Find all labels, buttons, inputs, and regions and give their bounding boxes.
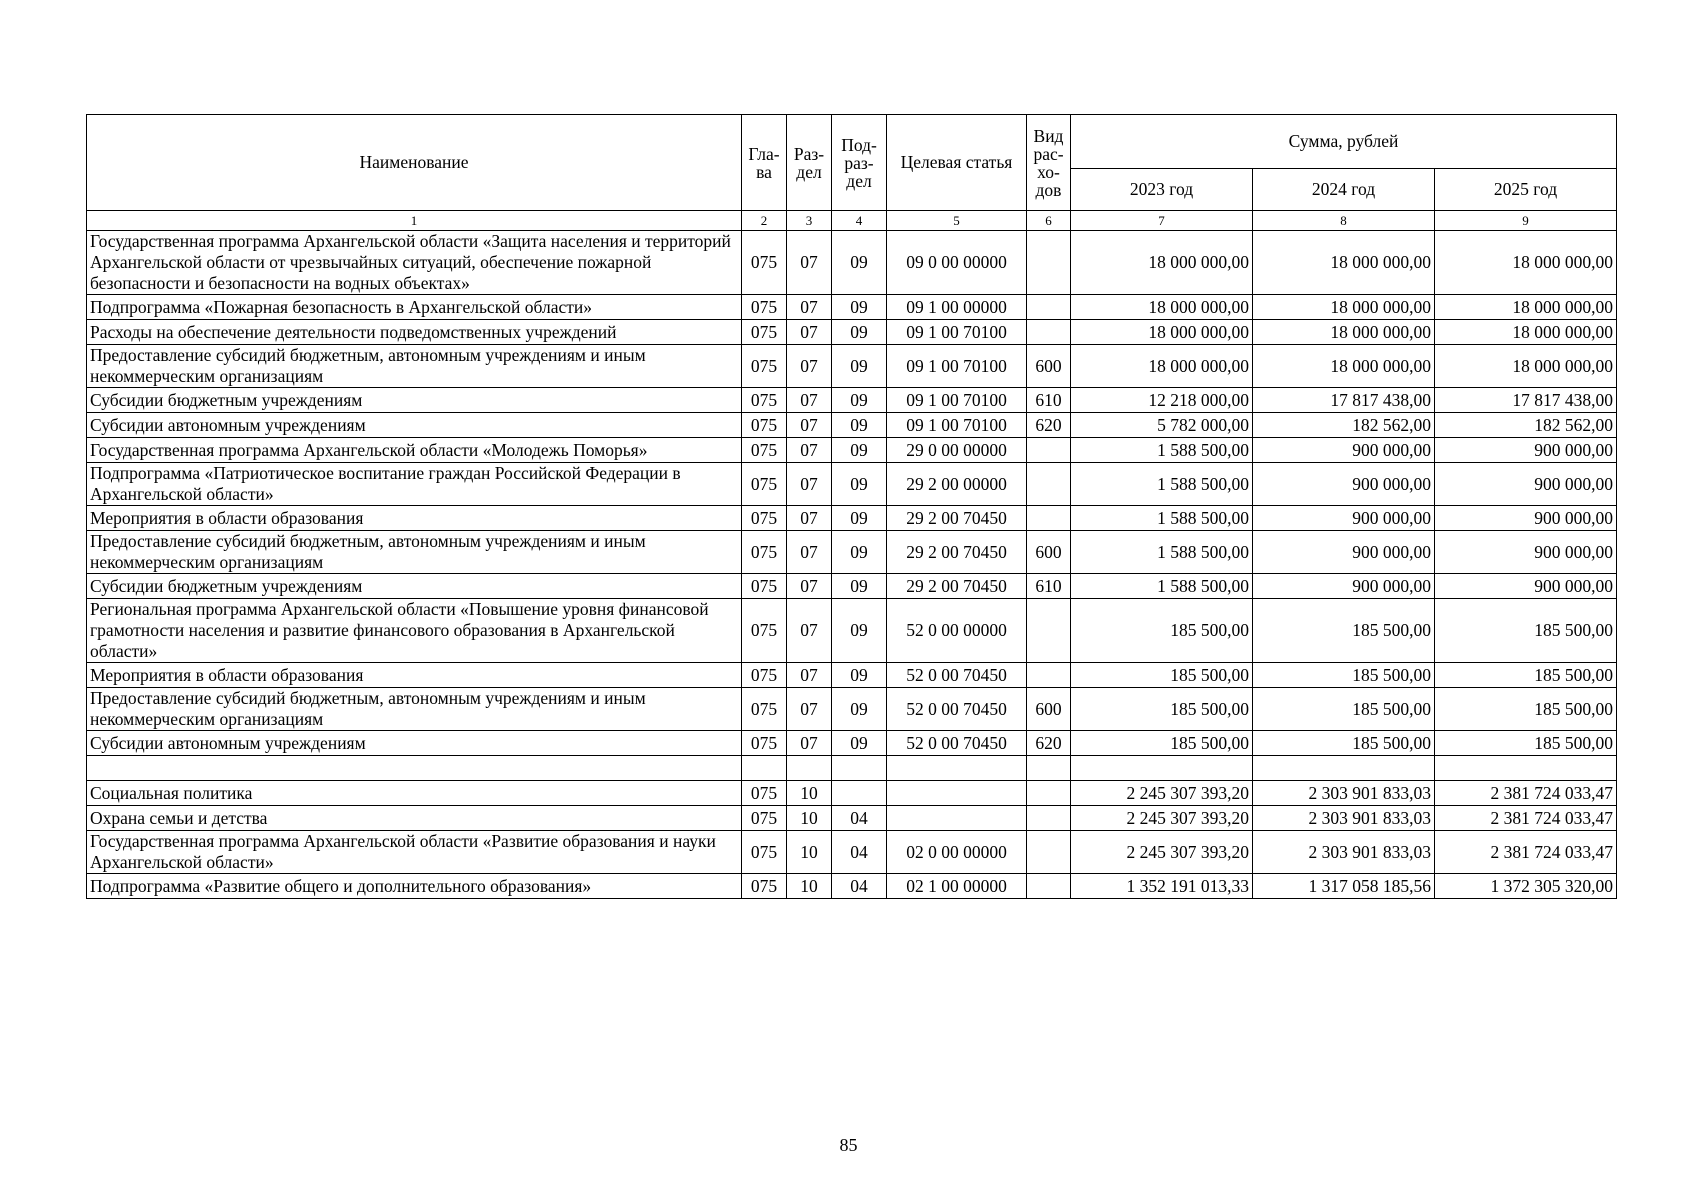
column-number: 2: [742, 211, 787, 231]
row-name: Предоставление субсидий бюджетным, автономным учреждениям и иным некоммерческим организациям: [87, 531, 742, 574]
row-podrazdel: 04: [832, 806, 887, 831]
row-target-article: 29 2 00 70450: [887, 531, 1027, 574]
row-expense-type: [1027, 806, 1071, 831]
row-sum-2025: 900 000,00: [1435, 463, 1617, 506]
row-razdel: 07: [787, 320, 832, 345]
row-sum-2024: 2 303 901 833,03: [1253, 806, 1435, 831]
row-razdel: 07: [787, 388, 832, 413]
row-sum-2025: 18 000 000,00: [1435, 231, 1617, 295]
row-sum-2023: 5 782 000,00: [1071, 413, 1253, 438]
row-sum-2025: 900 000,00: [1435, 531, 1617, 574]
row-expense-type: [1027, 756, 1071, 781]
header-name: Наименование: [87, 115, 742, 211]
row-glava: 075: [742, 231, 787, 295]
row-expense-type: [1027, 663, 1071, 688]
row-podrazdel: 09: [832, 438, 887, 463]
row-razdel: 10: [787, 806, 832, 831]
row-target-article: 02 1 00 00000: [887, 874, 1027, 899]
row-sum-2025: 18 000 000,00: [1435, 320, 1617, 345]
row-name: Субсидии автономным учреждениям: [87, 731, 742, 756]
row-glava: 075: [742, 295, 787, 320]
row-sum-2023: 12 218 000,00: [1071, 388, 1253, 413]
row-glava: 075: [742, 463, 787, 506]
row-glava: 075: [742, 531, 787, 574]
table-row: [87, 731, 1617, 756]
row-podrazdel: 09: [832, 688, 887, 731]
column-number: 6: [1027, 211, 1071, 231]
row-expense-type: 600: [1027, 345, 1071, 388]
row-sum-2024: 900 000,00: [1253, 463, 1435, 506]
row-target-article: 29 2 00 70450: [887, 574, 1027, 599]
row-target-article: [887, 756, 1027, 781]
row-sum-2023: 2 245 307 393,20: [1071, 781, 1253, 806]
row-sum-2023: 1 588 500,00: [1071, 438, 1253, 463]
row-sum-2025: 2 381 724 033,47: [1435, 781, 1617, 806]
table-row: [87, 295, 1617, 320]
row-glava: 075: [742, 438, 787, 463]
row-podrazdel: 09: [832, 663, 887, 688]
header-podrazdel: [832, 115, 887, 211]
row-sum-2024: [1253, 756, 1435, 781]
row-razdel: 10: [787, 874, 832, 899]
row-target-article: 52 0 00 70450: [887, 731, 1027, 756]
row-razdel: 07: [787, 574, 832, 599]
row-podrazdel: 09: [832, 345, 887, 388]
row-razdel: 10: [787, 831, 832, 874]
row-razdel: [787, 756, 832, 781]
row-glava: 075: [742, 831, 787, 874]
row-glava: 075: [742, 781, 787, 806]
table-row: [87, 806, 1617, 831]
row-sum-2023: 1 588 500,00: [1071, 506, 1253, 531]
table-row: [87, 463, 1617, 506]
column-number: 1: [87, 211, 742, 231]
row-glava: 075: [742, 599, 787, 663]
table-row: [87, 531, 1617, 574]
row-target-article: 52 0 00 70450: [887, 663, 1027, 688]
row-podrazdel: 09: [832, 295, 887, 320]
row-target-article: [887, 781, 1027, 806]
table-row: [87, 663, 1617, 688]
table-row: [87, 231, 1617, 295]
row-sum-2024: 900 000,00: [1253, 574, 1435, 599]
row-name: Субсидии бюджетным учреждениям: [87, 574, 742, 599]
row-razdel: 07: [787, 295, 832, 320]
row-glava: 075: [742, 574, 787, 599]
row-sum-2023: 1 588 500,00: [1071, 463, 1253, 506]
row-target-article: 09 0 00 00000: [887, 231, 1027, 295]
row-sum-2024: 17 817 438,00: [1253, 388, 1435, 413]
header-podrazdel-label: Под-раз-дел: [841, 134, 877, 191]
row-name: Социальная политика: [87, 781, 742, 806]
row-sum-2023: 2 245 307 393,20: [1071, 831, 1253, 874]
header-razdel: [787, 115, 832, 211]
row-sum-2025: 182 562,00: [1435, 413, 1617, 438]
row-sum-2025: 185 500,00: [1435, 663, 1617, 688]
row-target-article: 09 1 00 70100: [887, 320, 1027, 345]
row-razdel: 07: [787, 438, 832, 463]
row-sum-2025: 900 000,00: [1435, 438, 1617, 463]
row-target-article: 29 2 00 00000: [887, 463, 1027, 506]
row-podrazdel: 04: [832, 831, 887, 874]
row-expense-type: [1027, 438, 1071, 463]
row-name: Охрана семьи и детства: [87, 806, 742, 831]
row-target-article: 29 2 00 70450: [887, 506, 1027, 531]
row-sum-2023: 185 500,00: [1071, 731, 1253, 756]
row-expense-type: [1027, 781, 1071, 806]
column-number: 3: [787, 211, 832, 231]
row-name: Мероприятия в области образования: [87, 506, 742, 531]
row-expense-type: 620: [1027, 731, 1071, 756]
table-row: [87, 756, 1617, 781]
column-number: 9: [1435, 211, 1617, 231]
column-number-row: [87, 211, 1617, 231]
row-sum-2024: 900 000,00: [1253, 506, 1435, 531]
row-razdel: 07: [787, 413, 832, 438]
row-name: Государственная программа Архангельской области «Защита населения и территорий Архангельской области от чрезвычайных ситуаций, обеспечение пожарной безопасности и безопасности на водных объектах»: [87, 231, 742, 295]
row-target-article: 02 0 00 00000: [887, 831, 1027, 874]
row-target-article: 09 1 00 00000: [887, 295, 1027, 320]
row-sum-2024: 18 000 000,00: [1253, 320, 1435, 345]
row-razdel: 07: [787, 531, 832, 574]
row-sum-2023: 185 500,00: [1071, 663, 1253, 688]
row-target-article: [887, 806, 1027, 831]
row-sum-2024: 2 303 901 833,03: [1253, 781, 1435, 806]
row-razdel: 07: [787, 731, 832, 756]
column-number: 7: [1071, 211, 1253, 231]
row-podrazdel: 09: [832, 388, 887, 413]
row-sum-2023: 18 000 000,00: [1071, 295, 1253, 320]
row-sum-2024: 900 000,00: [1253, 531, 1435, 574]
row-name: [87, 756, 742, 781]
row-sum-2025: 2 381 724 033,47: [1435, 806, 1617, 831]
row-name: Подпрограмма «Пожарная безопасность в Архангельской области»: [87, 295, 742, 320]
header-glava-label: Гла-ва: [748, 143, 780, 182]
row-name: Субсидии бюджетным учреждениям: [87, 388, 742, 413]
table-row: [87, 413, 1617, 438]
row-sum-2023: 1 588 500,00: [1071, 574, 1253, 599]
row-sum-2024: 1 317 058 185,56: [1253, 874, 1435, 899]
row-glava: 075: [742, 806, 787, 831]
row-target-article: 29 0 00 00000: [887, 438, 1027, 463]
row-expense-type: [1027, 295, 1071, 320]
table-row: [87, 574, 1617, 599]
row-name: Государственная программа Архангельской области «Молодежь Поморья»: [87, 438, 742, 463]
row-sum-2025: 2 381 724 033,47: [1435, 831, 1617, 874]
row-podrazdel: 09: [832, 506, 887, 531]
row-glava: 075: [742, 506, 787, 531]
row-expense-type: 610: [1027, 574, 1071, 599]
row-podrazdel: [832, 781, 887, 806]
row-name: Предоставление субсидий бюджетным, автономным учреждениям и иным некоммерческим организациям: [87, 345, 742, 388]
row-name: Подпрограмма «Патриотическое воспитание граждан Российской Федерации в Архангельской области»: [87, 463, 742, 506]
row-podrazdel: 09: [832, 531, 887, 574]
row-name: Предоставление субсидий бюджетным, автономным учреждениям и иным некоммерческим организациям: [87, 688, 742, 731]
row-sum-2025: [1435, 756, 1617, 781]
row-sum-2024: 18 000 000,00: [1253, 231, 1435, 295]
header-target: Целевая статья: [887, 115, 1027, 211]
table-row: [87, 345, 1617, 388]
row-podrazdel: 09: [832, 413, 887, 438]
row-razdel: 07: [787, 345, 832, 388]
row-expense-type: 620: [1027, 413, 1071, 438]
table-header: [87, 115, 1617, 231]
header-year-2023: 2023 год: [1071, 169, 1253, 211]
table-row: [87, 874, 1617, 899]
row-glava: 075: [742, 345, 787, 388]
row-name: Региональная программа Архангельской области «Повышение уровня финансовой грамотности населения и развитие финансового образования в Архангельской области»: [87, 599, 742, 663]
row-target-article: 52 0 00 00000: [887, 599, 1027, 663]
table-row: [87, 599, 1617, 663]
row-podrazdel: 09: [832, 463, 887, 506]
row-expense-type: [1027, 831, 1071, 874]
row-sum-2023: 2 245 307 393,20: [1071, 806, 1253, 831]
row-sum-2023: 185 500,00: [1071, 599, 1253, 663]
row-razdel: 07: [787, 663, 832, 688]
row-podrazdel: 04: [832, 874, 887, 899]
row-sum-2025: 900 000,00: [1435, 506, 1617, 531]
column-number: 4: [832, 211, 887, 231]
row-sum-2024: 900 000,00: [1253, 438, 1435, 463]
header-vid-label: Вид рас-хо-дов: [1033, 125, 1064, 200]
row-podrazdel: 09: [832, 320, 887, 345]
table-row: [87, 438, 1617, 463]
header-glava: [742, 115, 787, 211]
row-sum-2025: 185 500,00: [1435, 688, 1617, 731]
budget-table: [86, 114, 1617, 899]
row-razdel: 07: [787, 463, 832, 506]
row-sum-2023: 18 000 000,00: [1071, 231, 1253, 295]
row-sum-2024: 185 500,00: [1253, 731, 1435, 756]
row-name: Государственная программа Архангельской области «Развитие образования и науки Архангельской области»: [87, 831, 742, 874]
table-row: [87, 320, 1617, 345]
row-sum-2023: 1 352 191 013,33: [1071, 874, 1253, 899]
row-razdel: 07: [787, 506, 832, 531]
row-razdel: 07: [787, 688, 832, 731]
row-glava: 075: [742, 731, 787, 756]
row-sum-2024: 185 500,00: [1253, 663, 1435, 688]
row-sum-2024: 18 000 000,00: [1253, 345, 1435, 388]
row-target-article: 09 1 00 70100: [887, 345, 1027, 388]
row-sum-2024: 18 000 000,00: [1253, 295, 1435, 320]
row-sum-2024: 185 500,00: [1253, 688, 1435, 731]
row-glava: 075: [742, 413, 787, 438]
header-vid: [1027, 115, 1071, 211]
column-number: 8: [1253, 211, 1435, 231]
row-expense-type: 600: [1027, 531, 1071, 574]
row-sum-2024: 2 303 901 833,03: [1253, 831, 1435, 874]
row-sum-2025: 900 000,00: [1435, 574, 1617, 599]
table-body: [87, 231, 1617, 899]
row-target-article: 09 1 00 70100: [887, 388, 1027, 413]
row-expense-type: [1027, 506, 1071, 531]
row-glava: 075: [742, 388, 787, 413]
row-sum-2025: 1 372 305 320,00: [1435, 874, 1617, 899]
row-glava: 075: [742, 663, 787, 688]
row-podrazdel: 09: [832, 731, 887, 756]
row-podrazdel: 09: [832, 599, 887, 663]
row-sum-2025: 18 000 000,00: [1435, 345, 1617, 388]
header-razdel-label: Раз-дел: [793, 143, 825, 182]
header-year-2025: 2025 год: [1435, 169, 1617, 211]
row-sum-2024: 182 562,00: [1253, 413, 1435, 438]
row-target-article: 09 1 00 70100: [887, 413, 1027, 438]
page-number: 85: [839, 1135, 858, 1155]
row-name: Расходы на обеспечение деятельности подведомственных учреждений: [87, 320, 742, 345]
row-sum-2023: 18 000 000,00: [1071, 320, 1253, 345]
row-expense-type: [1027, 599, 1071, 663]
row-sum-2023: [1071, 756, 1253, 781]
row-name: Субсидии автономным учреждениям: [87, 413, 742, 438]
row-name: Подпрограмма «Развитие общего и дополнительного образования»: [87, 874, 742, 899]
row-expense-type: [1027, 320, 1071, 345]
row-razdel: 10: [787, 781, 832, 806]
table-row: [87, 781, 1617, 806]
row-glava: 075: [742, 874, 787, 899]
row-razdel: 07: [787, 599, 832, 663]
header-sum-group: Сумма, рублей: [1071, 115, 1617, 169]
row-name: Мероприятия в области образования: [87, 663, 742, 688]
row-sum-2025: 185 500,00: [1435, 599, 1617, 663]
table-row: [87, 388, 1617, 413]
row-podrazdel: 09: [832, 231, 887, 295]
row-expense-type: [1027, 231, 1071, 295]
row-sum-2023: 185 500,00: [1071, 688, 1253, 731]
row-expense-type: [1027, 463, 1071, 506]
row-podrazdel: 09: [832, 574, 887, 599]
row-podrazdel: [832, 756, 887, 781]
row-expense-type: 600: [1027, 688, 1071, 731]
row-target-article: 52 0 00 70450: [887, 688, 1027, 731]
table-row: [87, 506, 1617, 531]
row-sum-2025: 185 500,00: [1435, 731, 1617, 756]
header-year-2024: 2024 год: [1253, 169, 1435, 211]
table-row: [87, 688, 1617, 731]
row-sum-2023: 1 588 500,00: [1071, 531, 1253, 574]
row-sum-2025: 18 000 000,00: [1435, 295, 1617, 320]
row-glava: 075: [742, 320, 787, 345]
row-sum-2023: 18 000 000,00: [1071, 345, 1253, 388]
row-glava: [742, 756, 787, 781]
column-number: 5: [887, 211, 1027, 231]
row-razdel: 07: [787, 231, 832, 295]
row-expense-type: [1027, 874, 1071, 899]
table-row: [87, 831, 1617, 874]
row-sum-2024: 185 500,00: [1253, 599, 1435, 663]
row-glava: 075: [742, 688, 787, 731]
row-sum-2025: 17 817 438,00: [1435, 388, 1617, 413]
row-expense-type: 610: [1027, 388, 1071, 413]
